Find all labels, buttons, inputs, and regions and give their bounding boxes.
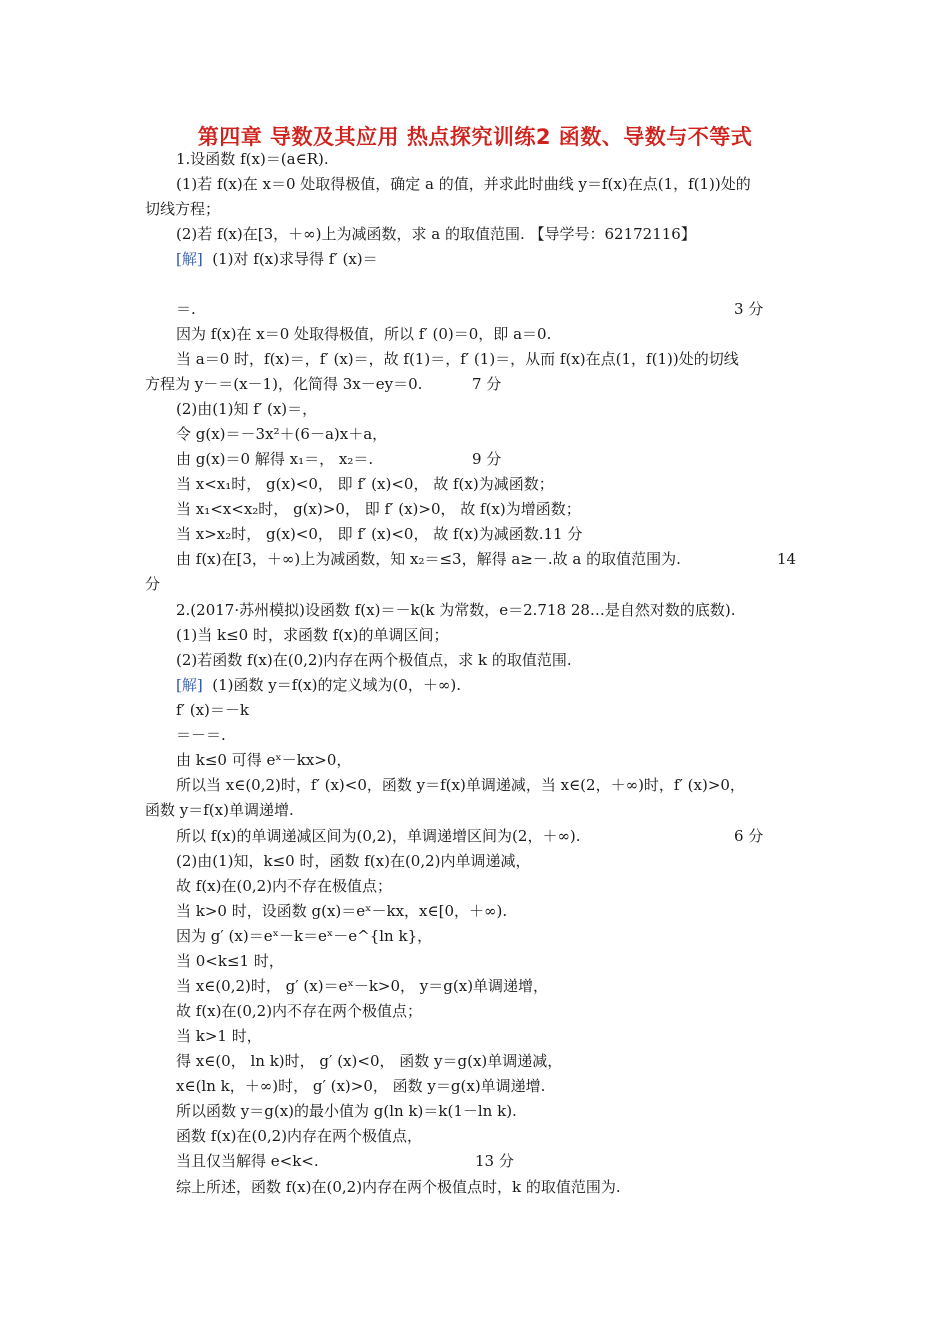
problem-2-part-2: (2)若函数 f(x)在(0,2)内存在两个极值点，求 k 的取值范围. xyxy=(176,651,572,669)
solution-1-line: 因为 f(x)在 x＝0 处取得极值，所以 f′ (0)＝0，即 a＝0. xyxy=(176,325,552,343)
solution-1-line: 当 x₁<x<x₂时， g(x)>0， 即 f′ (x)>0， 故 f(x)为增函数； xyxy=(176,500,581,518)
solution-1-line: 当 x<x₁时， g(x)<0， 即 f′ (x)<0， 故 f(x)为减函数； xyxy=(176,475,554,493)
solution-2-line: 当且仅当解得 e<k<. xyxy=(176,1152,319,1170)
solution-2-line: 综上所述，函数 f(x)在(0,2)内存在两个极值点时，k 的取值范围为. xyxy=(176,1178,621,1196)
solution-2-line: 函数 f(x)在(0,2)内存在两个极值点， xyxy=(176,1127,423,1145)
score-mark: 9 分 xyxy=(472,450,502,468)
problem-2-part-1: (1)当 k≤0 时，求函数 f(x)的单调区间； xyxy=(176,626,449,644)
page-title: 第四章 导数及其应用 热点探究训练2 函数、导数与不等式 xyxy=(197,125,753,149)
problem-1-part-1: (1)若 f(x)在 x＝0 处取得极值，确定 a 的值，并求此时曲线 y＝f(x)在点(1，f(1))处的 xyxy=(176,175,751,193)
problem-1-part-2: (2)若 f(x)在[3，＋∞)上为减函数，求 a 的取值范围. 【导学号：62172116】 xyxy=(176,225,696,243)
solution-2-line: (2)由(1)知，k≤0 时，函数 f(x)在(0,2)内单调递减， xyxy=(176,852,531,870)
solution-2-line: 得 x∈(0， ln k)时， g′ (x)<0， 函数 y＝g(x)单调递减， xyxy=(176,1052,563,1070)
solution-1-line: 令 g(x)＝－3x²＋(6－a)x＋a， xyxy=(176,425,388,443)
solution-2-line: 函数 y＝f(x)单调递增. xyxy=(145,801,294,819)
solution-tag: [解] xyxy=(176,250,203,268)
solution-2-line: 由 k≤0 可得 eˣ－kx>0， xyxy=(176,751,352,769)
problem-1-part-1-cont: 切线方程； xyxy=(145,200,221,218)
score-mark: 13 分 xyxy=(475,1152,514,1170)
solution-2-text: (1)函数 y＝f(x)的定义域为(0，＋∞). xyxy=(212,676,461,694)
solution-2-line: ＝－＝. xyxy=(176,726,226,744)
solution-2-line xyxy=(176,675,461,695)
problem-1-statement: 1.设函数 f(x)＝(a∈R). xyxy=(176,150,329,168)
problem-2-statement: 2.(2017·苏州模拟)设函数 f(x)＝－k(k 为常数，e＝2.718 28…是自然对数的底数). xyxy=(176,601,736,619)
solution-2-line: 故 f(x)在(0,2)内不存在两个极值点； xyxy=(176,1002,423,1020)
solution-1-line: 由 f(x)在[3，＋∞)上为减函数，知 x₂＝≤3，解得 a≥－.故 a 的取值范围为. xyxy=(176,550,681,568)
solution-2-line: 当 k>0 时，设函数 g(x)＝eˣ－kx，x∈[0，＋∞). xyxy=(176,902,508,920)
solution-1-line xyxy=(176,249,378,269)
solution-1-line: 当 x>x₂时， g(x)<0， 即 f′ (x)<0， 故 f(x)为减函数.11 分 xyxy=(176,525,583,543)
solution-2-line: x∈(ln k，＋∞)时， g′ (x)>0， 函数 y＝g(x)单调递增. xyxy=(176,1077,546,1095)
solution-2-line: 所以当 x∈(0,2)时，f′ (x)<0，函数 y＝f(x)单调递减，当 x∈(2，＋∞)时，f′ (x)>0， xyxy=(176,776,745,794)
solution-2-line: 当 k>1 时， xyxy=(176,1027,262,1045)
solution-2-line: f′ (x)＝－k xyxy=(176,701,249,719)
solution-1-text: (1)对 f(x)求导得 f′ (x)＝ xyxy=(212,250,378,268)
score-mark: 3 分 xyxy=(734,300,764,318)
score-mark: 6 分 xyxy=(734,827,764,845)
solution-1-line: (2)由(1)知 f′ (x)＝， xyxy=(176,400,318,418)
solution-1-line: 方程为 y－＝(x－1)，化简得 3x－ey＝0. xyxy=(145,375,423,393)
solution-tag: [解] xyxy=(176,676,203,694)
score-mark: 7 分 xyxy=(472,375,502,393)
solution-2-line: 所以 f(x)的单调递减区间为(0,2)，单调递增区间为(2，＋∞). xyxy=(176,827,581,845)
solution-2-line: 因为 g′ (x)＝eˣ－k＝eˣ－e^{ln k}， xyxy=(176,927,433,945)
solution-1-line: 由 g(x)＝0 解得 x₁＝， x₂＝. xyxy=(176,450,374,468)
solution-2-line: 当 x∈(0,2)时， g′ (x)＝eˣ－k>0， y＝g(x)单调递增， xyxy=(176,977,549,995)
solution-1-line: 当 a＝0 时，f(x)＝，f′ (x)＝，故 f(1)＝，f′ (1)＝，从而 f(x)在点(1，f(1))处的切线 xyxy=(176,350,739,368)
solution-2-line: 所以函数 y＝g(x)的最小值为 g(ln k)＝k(1－ln k). xyxy=(176,1102,517,1120)
solution-2-line: 故 f(x)在(0,2)内不存在极值点； xyxy=(176,877,393,895)
score-mark: 14 xyxy=(777,550,797,568)
solution-2-line: 当 0<k≤1 时， xyxy=(176,952,284,970)
solution-1-line: 分 xyxy=(145,575,161,593)
solution-1-line: ＝. xyxy=(176,300,196,318)
